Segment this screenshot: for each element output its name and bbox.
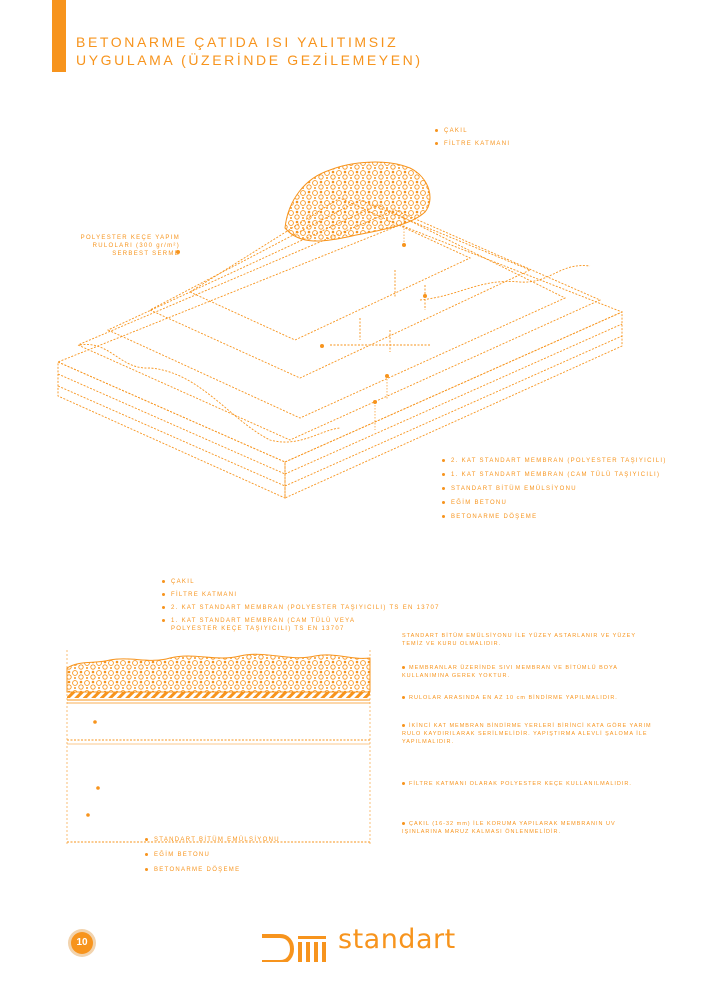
slab-top-face [58,225,622,462]
bullet-icon [442,473,445,476]
bullet-icon [442,515,445,518]
bullet-icon [435,129,438,132]
section-label-membrane-1: 1. KAT STANDART MEMBRAN (CAM TÜLÜ VEYA POLYESTER KEÇE TAŞIYICILI) TS EN 13707 [162,617,355,633]
section-gravel-layer [67,654,370,692]
brand-mark-icon [258,922,336,962]
bullet-icon [442,487,445,490]
bullet-icon [145,868,148,871]
iso-label-felt: POLYESTER KEÇE YAPIM RULOLARI (300 gr/m²) SERBEST SERME [80,235,180,257]
section-label-filter: FİLTRE KATMANI [162,591,237,599]
callout-leaders [375,215,404,430]
bullet-icon [162,619,165,622]
bullet-icon [145,853,148,856]
page-title-line-2: UYGULAMA (ÜZERİNDE GEZİLEMEYEN) [76,52,423,68]
bullet-icon [402,724,405,727]
cross-section [67,650,370,846]
bullet-icon [435,142,438,145]
slab-front-face [58,362,285,498]
bullet-icon [162,606,165,609]
iso-label-gravel: ÇAKIL [435,127,468,135]
iso-label-membrane-1: 1. KAT STANDART MEMBRAN (CAM TÜLÜ TAŞIYICILI) [442,471,660,479]
note-3: RULOLAR ARASINDA EN AZ 10 cm BİNDİRME YAPILMALIDIR. [402,694,652,702]
gravel-pile [285,162,430,241]
iso-label-emulsion: STANDART BİTÜM EMÜLSİYONU [442,485,577,493]
section-label-membrane-2: 2. KAT STANDART MEMBRAN (POLYESTER TAŞIYICILI) TS EN 13707 [162,604,440,612]
cut-edge-curve [80,344,340,442]
iso-label-slab: BETONARME DÖŞEME [442,513,537,521]
page-number-badge: 10 [71,932,93,954]
note-2: MEMBRANLAR ÜZERİNDE SIVI MEMBRAN VE BİTÜMLÜ BOYA KULLANIMINA GEREK YOKTUR. [402,665,618,679]
section-label-gravel: ÇAKIL [162,578,195,586]
bullet-icon [402,822,405,825]
iso-label-filter: FİLTRE KATMANI [435,140,510,148]
bullet-icon [402,666,405,669]
bullet-icon [402,782,405,785]
note-5: FİLTRE KATMANI OLARAK POLYESTER KEÇE KULLANILMALIDIR. [402,780,652,788]
section-label-slab: BETONARME DÖŞEME [145,866,240,874]
iso-label-slope-concrete: EĞİM BETONU [442,499,507,507]
bullet-icon [162,593,165,596]
brand-name: standart [338,924,456,955]
bullet-icon [442,501,445,504]
section-label-slope-concrete: EĞİM BETONU [145,851,210,859]
note-6: ÇAKIL (16-32 mm) İLE KORUMA YAPILARAK MEMBRANIN UV IŞINLARINA MARUZ KALMASI ÖNLENMELİDİR. [402,821,616,835]
iso-label-membrane-2: 2. KAT STANDART MEMBRAN (POLYESTER TAŞIYICILI) [442,457,667,465]
note-1: STANDART BİTÜM EMÜLSİYONU İLE YÜZEY ASTARLANIR VE YÜZEY TEMİZ VE KURU OLMALIDIR. [402,633,636,647]
note-4: İKİNCİ KAT MEMBRAN BİNDİRME YERLERİ BİRİNCİ KATA GÖRE YARIM RULO KAYDIRILARAK SERİLMELİDİR. YAPIŞTIRMA ALEVLİ ŞALOMA İLE YAPILMALIDIR. [402,723,652,745]
section-membrane-layers [67,692,370,698]
callout-dots [176,243,427,404]
page-title-line-1: BETONARME ÇATIDA ISI YALITIMSIZ [76,34,399,50]
bullet-icon [442,459,445,462]
bullet-icon [402,696,405,699]
bullet-icon [145,838,148,841]
bullet-icon [162,580,165,583]
section-label-emulsion: STANDART BİTÜM EMÜLSİYONU [145,836,280,844]
